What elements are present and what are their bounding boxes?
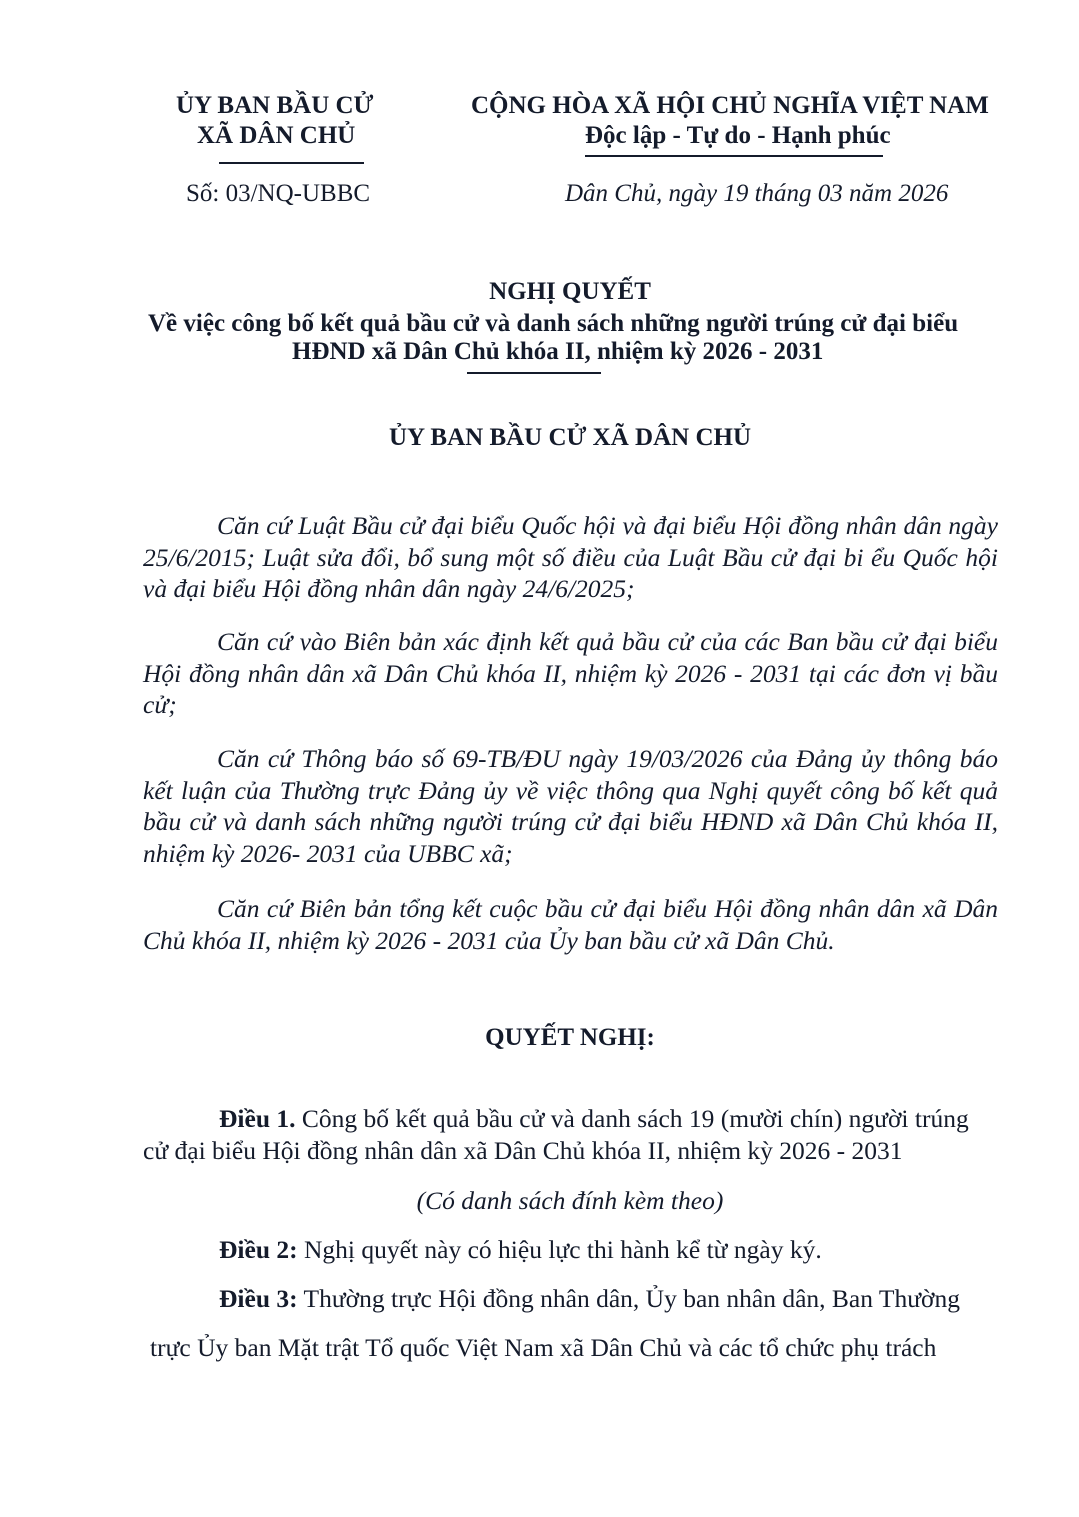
title-underline: [467, 372, 601, 374]
document-type-title: NGHỊ QUYẾT: [489, 278, 651, 305]
attachment-note: (Có danh sách đính kèm theo): [416, 1186, 724, 1215]
national-motto: Độc lập - Tự do - Hạnh phúc: [585, 122, 891, 149]
article-1-line-2: cử đại biểu Hội đồng nhân dân xã Dân Chủ khóa II, nhiệm kỳ 2026 - 2031: [143, 1136, 903, 1165]
basis-2-line-1: Căn cứ vào Biên bản xác định kết quả bầu cử của các Ban bầu cử đại biểu: [217, 627, 998, 656]
basis-4-line-1: Căn cứ Biên bản tổng kết cuộc bầu cử đại biểu Hội đồng nhân dân xã Dân: [217, 894, 998, 923]
decision-heading: QUYẾT NGHỊ:: [485, 1024, 655, 1051]
issuing-authority: ỦY BAN BẦU CỬ XÃ DÂN CHỦ: [388, 424, 752, 451]
legal-basis-4: [143, 893, 998, 956]
article-3-line-2: trực Ủy ban Mặt trật Tổ quốc Việt Nam xã Dân Chủ và các tổ chức phụ trách: [150, 1333, 937, 1362]
basis-2-line-3: cử;: [143, 690, 177, 719]
org-underline: [219, 162, 364, 164]
subject-line-1: Về việc công bố kết quả bầu cử và danh sách những người trúng cử đại biểu: [148, 310, 959, 337]
basis-1-line-3: và đại biểu Hội đồng nhân dân ngày 24/6/2025;: [143, 574, 635, 603]
basis-2-line-2: Hội đồng nhân dân xã Dân Chủ khóa II, nhiệm kỳ 2026 - 2031 tại các đơn vị bầu: [143, 658, 998, 688]
article-2-text: Nghị quyết này có hiệu lực thi hành kể từ ngày ký.: [297, 1235, 822, 1264]
basis-4-line-2: Chủ khóa II, nhiệm kỳ 2026 - 2031 của Ủy ban bầu cử xã Dân Chủ.: [143, 925, 835, 955]
article-3-text: Thường trực Hội đồng nhân dân, Ủy ban nhân dân, Ban Thường: [297, 1284, 961, 1313]
basis-3-line-1: Căn cứ Thông báo số 69-TB/ĐU ngày 19/03/2026 của Đảng ủy thông báo: [217, 744, 998, 773]
article-3-label: Điều 3:: [219, 1284, 298, 1313]
basis-3-line-2: kết luận của Thường trực Đảng ủy về việc thông qua Nghị quyết công bố kết quả: [143, 775, 998, 805]
legal-basis-1: [143, 510, 998, 605]
national-title: CỘNG HÒA XÃ HỘI CHỦ NGHĨA VIỆT NAM: [471, 92, 989, 119]
place-date: Dân Chủ, ngày 19 tháng 03 năm 2026: [565, 180, 949, 207]
document-number: Số: 03/NQ-UBBC: [186, 180, 371, 207]
motto-underline: [585, 155, 883, 157]
article-1-label: Điều 1.: [219, 1104, 296, 1133]
legal-basis-2: [143, 626, 998, 721]
article-2-label: Điều 2:: [219, 1235, 298, 1264]
issuing-org-line1: ỦY BAN BẦU CỬ: [176, 92, 374, 119]
article-1-text: Công bố kết quả bầu cử và danh sách 19 (mười chín) người trúng: [295, 1104, 969, 1133]
basis-3-line-3: bầu cử và danh sách những người trúng cử đại biểu HĐND xã Dân Chủ khóa II,: [143, 807, 998, 836]
basis-3-line-4: nhiệm kỳ 2026- 2031 của UBBC xã;: [143, 838, 513, 868]
legal-basis-3: [143, 743, 998, 869]
article-3: [219, 1284, 960, 1314]
article-2: [219, 1235, 822, 1265]
article-1: [219, 1104, 969, 1134]
basis-1-line-1: Căn cứ Luật Bầu cử đại biểu Quốc hội và đại biểu Hội đồng nhân dân ngày: [217, 511, 998, 540]
basis-1-line-2: 25/6/2015; Luật sửa đổi, bổ sung một số điều của Luật Bầu cử đại bi ểu Quốc hội: [143, 542, 998, 572]
issuing-org-line2: XÃ DÂN CHỦ: [197, 122, 356, 149]
subject-line-2: HĐND xã Dân Chủ khóa II, nhiệm kỳ 2026 - 2031: [292, 338, 824, 365]
